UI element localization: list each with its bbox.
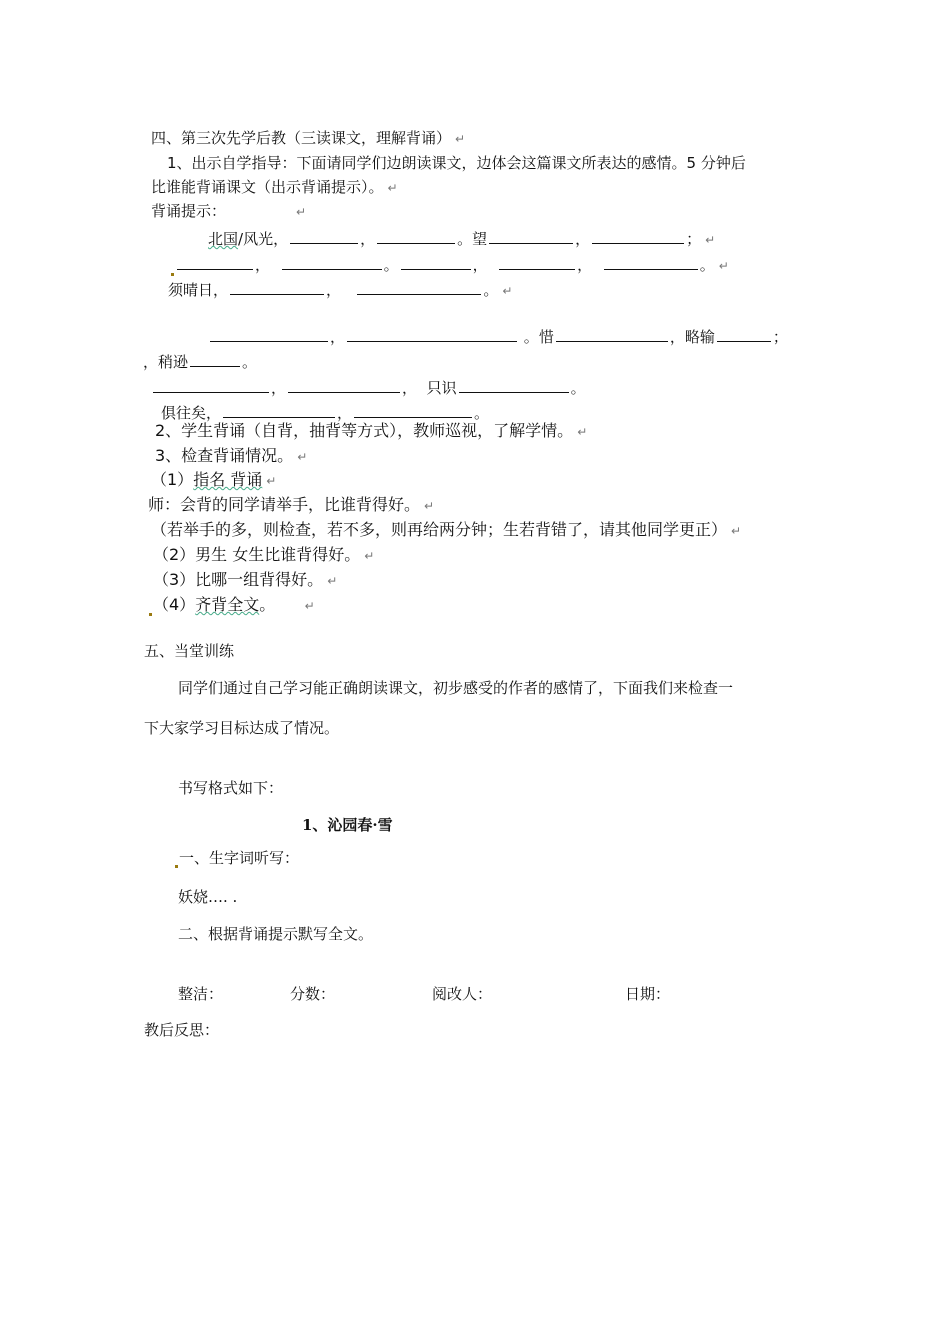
teacher-line: 师：会背的同学请举手，比谁背得好。 ↵ [148,495,435,514]
blank[interactable] [717,326,771,342]
sub-item-4: （4）齐背全文。 ↵ [148,595,315,616]
hint-line-7: 俱往矣， ， 。 [161,404,490,422]
training-para-line-1: 同学们通过自己学习能正确朗读课文，初步感受的作者的感情了，下面我们来检查一 [178,679,734,697]
blank[interactable] [290,228,358,244]
blank[interactable] [357,279,481,295]
reflection-label: 教后反思： [144,1021,220,1039]
neatness-label: 整洁： [178,985,224,1003]
sub-item-2: （2）男生 女生比谁背得好。 ↵ [153,545,375,564]
item-3: 3、检查背诵情况。 ↵ [155,446,308,465]
blank[interactable] [401,254,471,270]
section4-title: 四、第三次先学后教（三读课文，理解背诵） ↵ [151,129,466,147]
format-mark [171,273,174,276]
hint-line-2: ， 。 ， ， 。 ↵ [170,254,729,276]
blank[interactable] [288,377,400,393]
blank[interactable] [210,326,328,342]
blank[interactable] [354,402,472,418]
blank[interactable] [459,377,569,393]
recite-hint-label: 背诵提示： [151,202,227,220]
format-mark [149,613,152,616]
training-para-line-2: 下大家学习目标达成了情况。 [144,719,340,737]
example-word: 妖娆…. . [178,888,238,906]
format-mark [175,865,178,868]
blank[interactable] [347,326,517,342]
part-2: 二、根据背诵提示默写全文。 [178,925,374,943]
instruction-line-1: 1、出示自学指导：下面请同学们边朗读课文，边体会这篇课文所表达的感情。5 分钟后 [167,154,746,172]
blank[interactable] [604,254,698,270]
part-1: 一、生字词听写： [174,848,299,868]
blank[interactable] [556,326,668,342]
blank[interactable] [153,377,269,393]
return-mark: ↵ [296,205,307,219]
hint-line-6: ， ， 只识 。 [151,377,586,398]
blank[interactable] [177,254,253,270]
sub-item-1: （1）指名 背诵 ↵ [151,470,277,489]
hint-line-1: 北国/风光， ， 。望 ， ； ↵ [208,230,716,248]
instruction-line-2: 比谁能背诵课文（出示背诵提示）。 ↵ [151,178,398,196]
date-label: 日期： [625,985,671,1003]
score-label: 分数： [290,985,336,1003]
blank[interactable] [223,402,335,418]
hint-line-3: 须晴日， ， 。 ↵ [168,281,513,299]
hint-line-4: ， 。惜 ，略输 ； [208,326,788,347]
section5-title: 五、当堂训练 [144,642,235,660]
blank[interactable] [282,254,382,270]
blank[interactable] [377,228,455,244]
blank[interactable] [592,228,684,244]
sub-item-3: （3）比哪一组背得好。 ↵ [153,570,338,589]
blank[interactable] [499,254,575,270]
poem-title: 1、沁园春·雪 [302,816,393,834]
blank[interactable] [489,228,573,244]
grader-label: 阅改人： [432,985,493,1003]
format-label: 书写格式如下： [178,779,284,797]
blank[interactable] [190,351,240,367]
item-2: 2、学生背诵（自背，抽背等方式），教师巡视，了解学情。 ↵ [155,421,588,440]
hint-line-5: ，稍逊 。 [143,353,258,371]
blank[interactable] [230,279,324,295]
note-line: （若举手的多，则检查，若不多，则再给两分钟；生若背错了，请其他同学更正） ↵ [151,520,742,539]
